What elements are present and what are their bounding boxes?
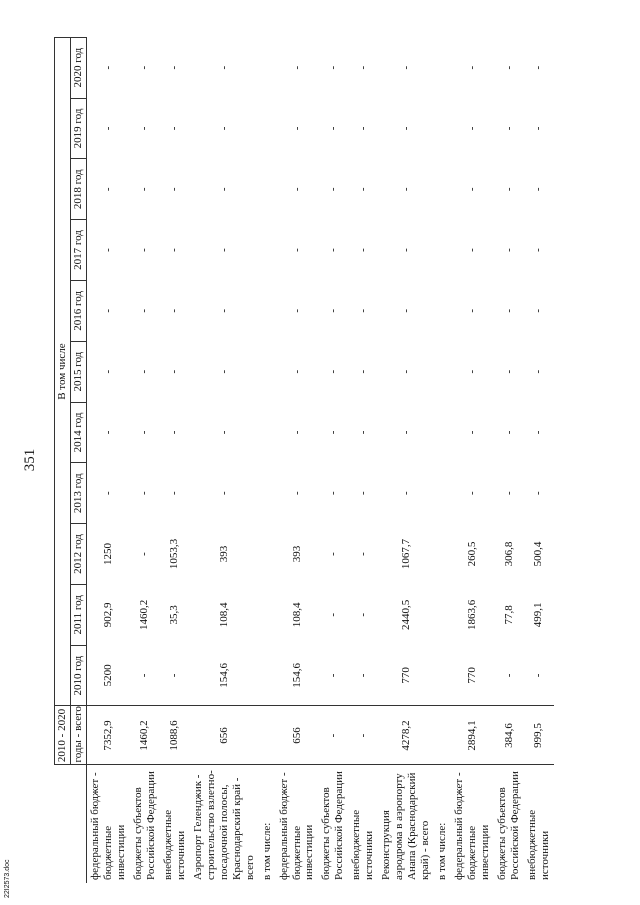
row-year-value: -: [101, 308, 114, 313]
footer: [3, 859, 17, 898]
table-row: [190, 37, 259, 883]
row-year-value: -: [399, 369, 412, 374]
row-year-value: [434, 37, 451, 98]
row-total: 1088,6: [160, 706, 190, 765]
row-year-value: 108,4: [290, 602, 303, 628]
row-total: 1460,2: [130, 706, 160, 765]
row-year-value: [434, 341, 451, 402]
table-row: [259, 37, 276, 883]
row-year-value: -: [356, 673, 369, 678]
table-row: [86, 37, 129, 883]
row-year-value: -: [356, 248, 369, 252]
header-year: 2017 год: [70, 220, 86, 281]
row-year-value: -: [466, 308, 479, 313]
row-total: 384,6: [494, 706, 524, 765]
row-year-value: -: [502, 673, 515, 678]
row-total: 999,5: [524, 706, 554, 765]
row-year-value: -: [326, 552, 339, 556]
row-year-value: -: [217, 248, 230, 252]
row-year-value: [434, 524, 451, 585]
row-label: внебюджетные источники: [524, 765, 554, 883]
row-year-value: -: [217, 187, 230, 192]
row-year-value: -: [532, 369, 545, 374]
row-year-value: -: [290, 430, 303, 435]
row-year-value: -: [532, 308, 545, 313]
row-year-value: -: [168, 248, 181, 252]
row-year-value: 1460,2: [138, 599, 151, 630]
row-year-value: 393: [217, 545, 230, 563]
row-year-value: 770: [466, 667, 479, 684]
row-year-value: -: [217, 369, 230, 374]
row-year-value: -: [217, 126, 230, 131]
row-year-value: -: [502, 248, 515, 252]
table-row: [378, 37, 434, 883]
row-year-value: -: [168, 369, 181, 374]
row-year-value: [259, 584, 276, 645]
row-year-value: 154,6: [290, 662, 303, 688]
header-year: 2018 год: [70, 159, 86, 220]
header-year: 2013 год: [70, 463, 86, 524]
row-year-value: -: [532, 126, 545, 131]
row-year-value: -: [101, 491, 114, 496]
row-label: Реконструкция аэродрома в аэропорту Анапа (Краснодарский край) - всего: [378, 765, 434, 883]
header-year: 2010 год: [70, 645, 86, 706]
row-year-value: -: [466, 491, 479, 496]
table-row: [318, 37, 348, 883]
row-year-value: -: [326, 126, 339, 131]
row-label: федеральный бюджет - бюджетные инвестиции: [86, 765, 129, 883]
row-total: 656: [276, 706, 319, 765]
row-year-value: -: [168, 430, 181, 435]
row-year-value: -: [502, 430, 515, 435]
row-year-value: -: [101, 126, 114, 131]
row-year-value: 35,3: [168, 605, 181, 625]
row-year-value: -: [502, 187, 515, 192]
row-label: в том числе:: [434, 765, 451, 883]
row-year-value: -: [399, 430, 412, 435]
row-total: [259, 706, 276, 765]
row-total: [434, 706, 451, 765]
table-row: [451, 37, 494, 883]
row-label: федеральный бюджет - бюджетные инвестиции: [451, 765, 494, 883]
row-year-value: -: [138, 187, 151, 192]
row-year-value: -: [466, 248, 479, 252]
row-year-value: -: [532, 430, 545, 435]
row-year-value: -: [101, 65, 114, 70]
row-year-value: -: [356, 612, 369, 617]
row-year-value: -: [532, 491, 545, 496]
row-label: внебюджетные источники: [160, 765, 190, 883]
row-year-value: [434, 220, 451, 281]
row-year-value: 77,8: [502, 605, 515, 625]
row-year-value: -: [399, 65, 412, 70]
row-year-value: -: [356, 369, 369, 374]
header-year: 2012 год: [70, 524, 86, 585]
row-year-value: [434, 402, 451, 463]
row-total: -: [318, 706, 348, 765]
row-year-value: -: [290, 308, 303, 313]
row-year-value: -: [532, 248, 545, 252]
row-year-value: -: [290, 369, 303, 374]
row-year-value: -: [168, 65, 181, 70]
header-year: 2019 год: [70, 98, 86, 159]
row-year-value: -: [502, 126, 515, 131]
footer-file-name: 22I2573.doc: [4, 859, 11, 898]
row-year-value: -: [399, 308, 412, 313]
row-year-value: [434, 159, 451, 220]
row-year-value: 1250: [101, 543, 114, 566]
row-year-value: -: [466, 65, 479, 70]
row-year-value: -: [290, 491, 303, 496]
header-year: 2016 год: [70, 280, 86, 341]
table-row: [434, 37, 451, 883]
row-year-value: -: [138, 308, 151, 313]
row-year-value: -: [326, 65, 339, 70]
row-year-value: -: [101, 248, 114, 252]
row-year-value: -: [356, 491, 369, 496]
row-year-value: -: [356, 126, 369, 131]
row-year-value: -: [502, 308, 515, 313]
row-year-value: -: [290, 65, 303, 70]
row-year-value: -: [326, 430, 339, 435]
row-total: 7352,9: [86, 706, 129, 765]
row-year-value: -: [326, 612, 339, 617]
row-year-value: [259, 524, 276, 585]
row-year-value: -: [399, 187, 412, 192]
row-year-value: -: [466, 126, 479, 131]
row-year-value: [259, 220, 276, 281]
table-row: [494, 37, 524, 883]
row-year-value: 1053,3: [168, 538, 181, 570]
row-year-value: -: [290, 126, 303, 131]
row-year-value: 393: [290, 545, 303, 563]
row-year-value: -: [502, 369, 515, 374]
row-year-value: [434, 463, 451, 524]
table-header: [55, 37, 87, 883]
table-row: [130, 37, 160, 883]
row-year-value: [259, 341, 276, 402]
row-year-value: -: [466, 187, 479, 192]
row-year-value: -: [399, 248, 412, 252]
row-label: бюджеты субъектов Российской Федерации: [130, 765, 160, 883]
row-year-value: -: [502, 65, 515, 70]
row-total: 2894,1: [451, 706, 494, 765]
row-year-value: 5200: [101, 664, 114, 687]
row-year-value: [259, 463, 276, 524]
row-year-value: -: [217, 65, 230, 70]
table-body: [86, 37, 554, 883]
row-year-value: -: [101, 187, 114, 192]
row-label: бюджеты субъектов Российской Федерации: [318, 765, 348, 883]
row-year-value: -: [466, 430, 479, 435]
row-year-value: -: [138, 552, 151, 556]
row-year-value: 154,6: [217, 662, 230, 688]
row-year-value: -: [326, 491, 339, 496]
row-year-value: 2440,5: [399, 599, 412, 630]
row-label: в том числе:: [259, 765, 276, 883]
row-year-value: -: [138, 248, 151, 252]
row-year-value: [259, 645, 276, 706]
row-year-value: -: [138, 126, 151, 131]
row-year-value: -: [399, 491, 412, 496]
row-year-value: -: [532, 673, 545, 678]
row-total: 656: [190, 706, 259, 765]
row-year-value: -: [138, 65, 151, 70]
row-year-value: -: [356, 187, 369, 192]
row-label: бюджеты субъектов Российской Федерации: [494, 765, 524, 883]
rotated-content: [0, 25, 640, 895]
row-label: внебюджетные источники: [348, 765, 378, 883]
row-year-value: -: [326, 248, 339, 252]
page-number: 351: [22, 448, 38, 472]
row-year-value: -: [356, 308, 369, 313]
row-year-value: -: [356, 552, 369, 556]
row-year-value: -: [399, 126, 412, 131]
row-label: Аэропорт Геленджик - строительство взлетно-посадочной полосы, Краснодарский край - всего: [190, 765, 259, 883]
row-year-value: 1067,7: [399, 538, 412, 570]
header-total-sub: годы - всего: [70, 706, 86, 765]
table-row: [160, 37, 190, 883]
row-year-value: -: [138, 491, 151, 496]
table-row: [276, 37, 319, 883]
row-year-value: 902,9: [101, 602, 114, 628]
header-year: 2011 год: [70, 584, 86, 645]
row-year-value: [259, 280, 276, 341]
row-year-value: [259, 159, 276, 220]
row-year-value: -: [326, 673, 339, 678]
row-year-value: -: [356, 430, 369, 435]
row-year-value: -: [326, 369, 339, 374]
row-year-value: -: [502, 491, 515, 496]
row-year-value: -: [168, 187, 181, 192]
row-year-value: -: [532, 187, 545, 192]
row-year-value: -: [290, 187, 303, 192]
table-row: [524, 37, 554, 883]
row-year-value: 1863,6: [466, 599, 479, 630]
row-year-value: -: [217, 430, 230, 435]
row-year-value: [259, 402, 276, 463]
row-year-value: 260,5: [466, 541, 479, 567]
row-year-value: -: [168, 308, 181, 313]
row-year-value: -: [290, 248, 303, 252]
row-year-value: 306,8: [502, 541, 515, 567]
row-label: федеральный бюджет - бюджетные инвестиции: [276, 765, 319, 883]
row-year-value: 770: [399, 667, 412, 684]
row-year-value: -: [138, 369, 151, 374]
row-year-value: [259, 37, 276, 98]
row-year-value: -: [326, 308, 339, 313]
header-year: 2020 год: [70, 37, 86, 98]
header-year: 2014 год: [70, 402, 86, 463]
row-year-value: 108,4: [217, 602, 230, 628]
row-year-value: -: [168, 673, 181, 678]
row-year-value: -: [356, 65, 369, 70]
row-year-value: -: [532, 65, 545, 70]
table-row: [348, 37, 378, 883]
row-year-value: -: [138, 673, 151, 678]
row-year-value: -: [138, 430, 151, 435]
row-year-value: [434, 584, 451, 645]
row-total: -: [348, 706, 378, 765]
row-year-value: [434, 280, 451, 341]
row-year-value: -: [466, 369, 479, 374]
header-year: 2015 год: [70, 341, 86, 402]
row-year-value: [259, 98, 276, 159]
row-year-value: 499,1: [532, 602, 545, 628]
row-year-value: -: [326, 187, 339, 192]
row-year-value: -: [101, 369, 114, 374]
header-total-group: 2010 - 2020: [55, 706, 71, 765]
row-year-value: -: [168, 491, 181, 496]
row-year-value: -: [168, 126, 181, 131]
header-years-group: В том числе: [55, 37, 71, 706]
row-year-value: -: [217, 491, 230, 496]
row-year-value: 500,4: [532, 541, 545, 567]
row-year-value: -: [101, 430, 114, 435]
investment-table: [54, 37, 554, 883]
row-year-value: [434, 645, 451, 706]
row-year-value: -: [217, 308, 230, 313]
row-year-value: [434, 98, 451, 159]
header-label-cell: [55, 765, 87, 883]
row-total: 4278,2: [378, 706, 434, 765]
